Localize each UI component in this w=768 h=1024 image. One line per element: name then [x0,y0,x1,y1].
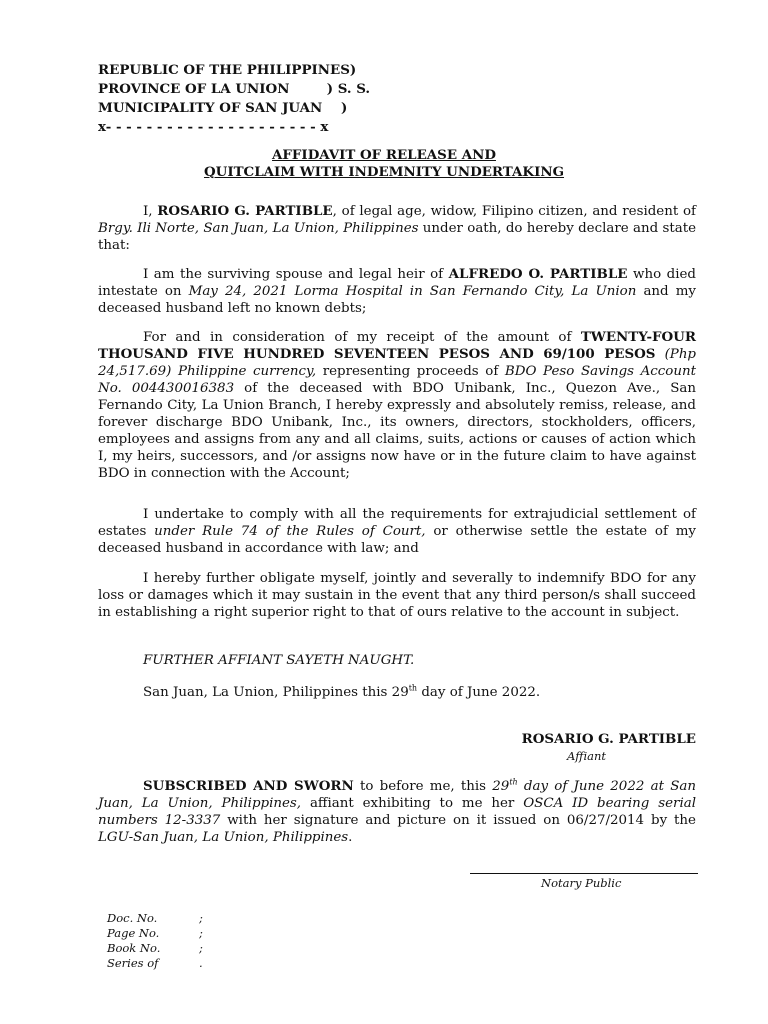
jurat-day: 29 [492,779,510,794]
venue-header [98,61,370,137]
paragraph-heir [98,266,696,317]
venue-line-municipality: MUNICIPALITY OF SAN JUAN ) [98,100,348,116]
register-key: Series of [107,956,159,970]
jurat-lead: SUBSCRIBED AND SWORN [143,778,354,794]
document-title [0,147,768,181]
signature-role: Affiant [567,749,607,763]
text: affiant exhibiting to me her [301,796,524,811]
text: with her signature and picture on it issued on 06/27/2014 by the [220,813,696,828]
affiant-address: Brgy. Ili Norte, San Juan, La Union, Philippines [98,221,419,236]
text: I am the surviving spouse and legal heir of [143,267,449,282]
register-sep: ; [199,941,203,955]
register-key: Doc. No. [107,911,158,925]
register-sep: . [199,956,203,970]
title-line-1: AFFIDAVIT OF RELEASE AND [272,147,496,163]
paragraph-release [98,329,696,482]
text: and my deceased husband left no known debts; [98,284,696,316]
text: . [348,830,353,845]
jurat-issuer: LGU-San Juan, La Union, Philippines [98,830,349,845]
register-key: Book No. [107,941,161,955]
venue-line-republic: REPUBLIC OF THE PHILIPPINES) [98,62,357,78]
amount-in-figures: (Php 24,517.69) Philippine currency, [98,347,697,379]
text: of the deceased with BDO Unibank, Inc., Quezon Ave., San Fernando City, La Union Branch, I hereby expressly and absolutely remiss, release, and forever discharge BDO Unibank, Inc., its owners, directors, stockholders, officers, employees and assigns from any and all claims, suits, actions or causes of action which I, my heirs, successors, and /or assigns now have or in the future claim to have against BDO in connection with the Account; [98,381,696,481]
paragraph-intro [98,203,696,254]
paragraph-naught [98,652,696,669]
venue-line-separator: x- - - - - - - - - - - - - - - - - - - - - x [98,119,329,135]
rule-reference: under Rule 74 of the Rules of Court, [154,524,426,539]
jurat-id: OSCA ID bearing serial numbers 12-3337 [98,796,696,828]
text: I undertake to comply with all the requirements for extrajudicial settlement of estates [98,507,696,539]
text: For and in consideration of my receipt of the amount of [143,330,581,345]
notarial-register [107,911,203,971]
death-details: May 24, 2021 Lorma Hospital in San Fernando City, La Union [188,284,637,299]
register-sep: ; [199,926,203,940]
amount-in-words: TWENTY-FOUR THOUSAND FIVE HUNDRED SEVENTEEN PESOS AND 69/100 PESOS [98,329,696,362]
text: to before me, this [353,779,493,794]
text: San Juan, La Union, Philippines this 29 [143,685,409,700]
venue-line-province: PROVINCE OF LA UNION ) S. S. [98,81,371,97]
register-row-book [107,941,203,956]
notary-label: Notary Public [541,876,622,890]
text: , of legal age, widow, Filipino citizen, and resident of [332,204,696,219]
indemnity-text: I hereby further obligate myself, jointly and severally to indemnify BDO for any loss or damages which it may sustain in the event that any third person/s shall succeed in establishing a right superior right to that of ours relative to the account in subject. [98,571,696,620]
register-key: Page No. [107,926,160,940]
affiant-name: ROSARIO G. PARTIBLE [157,203,333,219]
text: under oath, do hereby declare and state that: [98,221,696,253]
text: I, [143,204,158,219]
text: who died intestate on [98,267,696,299]
ordinal-suffix: th [408,683,418,693]
paragraph-undertaking [98,506,696,557]
register-sep: ; [199,911,203,925]
paragraph-jurat [98,778,696,846]
naught-text: FURTHER AFFIANT SAYETH NAUGHT. [143,653,415,668]
register-row-doc [107,911,203,926]
text: day of June 2022. [417,685,541,700]
jurat-date-place: day of June 2022 at San Juan, La Union, Philippines, [98,779,696,811]
title-line-2: QUITCLAIM WITH INDEMNITY UNDERTAKING [203,164,565,180]
paragraph-indemnity [98,570,696,621]
text: or otherwise settle the estate of my deceased husband in accordance with law; and [98,524,696,556]
paragraph-place-date [98,684,696,701]
account-number: BDO Peso Savings Account No. 004430016383 [98,364,696,396]
deceased-name: ALFREDO O. PARTIBLE [448,266,628,282]
text: representing proceeds of [316,364,505,379]
signature-name: ROSARIO G. PARTIBLE [521,731,696,747]
register-row-page [107,926,203,941]
ordinal-suffix: th [509,777,518,787]
notary-signature-line [470,873,698,874]
register-row-series [107,956,203,971]
